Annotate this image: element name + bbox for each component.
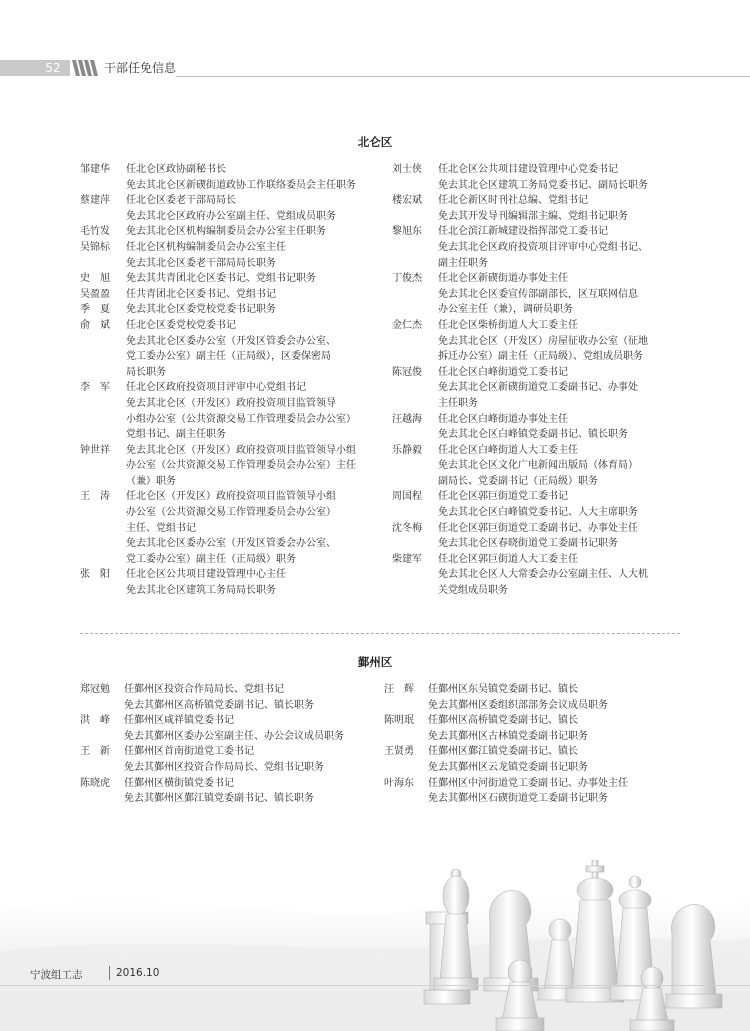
appointment-entry	[80, 287, 390, 303]
appointment-entry	[392, 552, 692, 599]
appointment-line: 免去其北仑区委党校党委书记职务	[126, 304, 276, 316]
appointment-line: 任北仑区新碶街道办事处主任	[438, 273, 568, 285]
header-section-title: 干部任免信息	[104, 61, 177, 75]
person-name: 陈明珉	[384, 715, 414, 727]
appointment-line: 免去其鄞州区古林镇党委副书记职务	[428, 730, 588, 742]
person-name: 毛竹发	[80, 226, 110, 238]
appointment-entry	[80, 744, 380, 775]
appointment-line: 免去其北仑区文化广电新闻出版局（体育局）	[438, 460, 638, 472]
person-name: 吴锦标	[80, 241, 110, 253]
appointment-line: 免去其北仑区新碶街道党工委副书记、办事处	[438, 382, 638, 394]
appointment-entry	[384, 682, 704, 713]
person-name: 张 阳	[80, 569, 110, 581]
appointment-line: 任鄞州区首南街道党工委书记	[124, 746, 254, 758]
person-name: 汪 辉	[384, 684, 414, 695]
section-divider	[80, 633, 680, 634]
appointment-line: 办公室（公共资源交易工作管理委员会办公室）主任	[126, 460, 356, 472]
appointment-line: 党组书记、副主任职务	[126, 429, 226, 441]
appointment-line: 任北仑区郭巨街道党工委书记	[438, 491, 568, 503]
appointment-entry	[80, 271, 390, 287]
appointment-line: 免去其北仑区新碶街道政协工作联络委员会主任职务	[126, 179, 356, 191]
appointment-line: 免去其北仑区白峰镇党委副书记、镇长职务	[438, 429, 628, 441]
appointment-line: 主任职务	[438, 397, 478, 409]
appointment-entry	[80, 302, 390, 318]
person-name: 叶海东	[384, 777, 414, 789]
appointment-entry	[80, 240, 390, 271]
appointment-entry	[384, 713, 704, 744]
appointment-line: 免去其北仑区委宣传部副部长，区互联网信息	[438, 288, 638, 300]
person-name: 乐静毅	[392, 444, 422, 456]
appointment-line: 任北仑区公共项目建设管理中心党委书记	[438, 164, 618, 175]
appointment-line: 任鄞州区中河街道党工委副书记、办事处主任	[428, 777, 628, 789]
appointment-line: 任鄞州区横街镇党委书记	[124, 777, 234, 789]
appointment-entry	[80, 776, 380, 807]
appointment-line: 免去其鄞州区委办公室副主任、办公会议成员职务	[124, 730, 344, 742]
person-name: 汪越海	[392, 413, 422, 425]
person-name: 楼宏斌	[392, 195, 422, 207]
appointment-entry	[392, 443, 692, 490]
appointment-line: 任北仑区政府投资项目评审中心党组书记	[126, 382, 306, 394]
appointment-line: 免去其北仑区委办公室（开发区管委会办公室、	[126, 538, 336, 550]
appointment-line: 任北仑区白峰街道人大工委主任	[438, 444, 578, 456]
beilun-right-column	[392, 162, 692, 599]
appointment-line: 办公室（公共资源交易工作管理委员会办公室）	[126, 507, 336, 519]
appointment-line: 免去其北仑区建筑工务局党委书记、副局长职务	[438, 179, 648, 191]
appointment-line: 小组办公室（公共资源交易工作管理委员会办公室）	[126, 413, 356, 425]
appointment-entry	[392, 489, 692, 520]
person-name: 邹建华	[80, 164, 110, 175]
appointment-line: 党工委办公室）副主任（正局级），区委保密局	[126, 351, 331, 363]
appointment-line: 免去其北仑区建筑工务局局长职务	[126, 585, 276, 597]
appointment-line: 任北仑区柴桥街道人大工委主任	[438, 319, 578, 331]
person-name: 蔡建萍	[80, 195, 110, 207]
appointment-line: 免去其鄞州区鄞江镇党委副书记、镇长职务	[124, 793, 314, 805]
appointment-line: （兼）职务	[126, 475, 176, 487]
appointment-line: 任北仑滨江新城建设指挥部党工委书记	[438, 226, 608, 238]
page-number: 52	[45, 61, 61, 75]
header-rule	[176, 76, 750, 77]
person-name: 柴建军	[392, 553, 422, 565]
appointment-entry	[80, 193, 390, 224]
appointment-line: 免去其鄞州区投资合作局局长、党组书记职务	[124, 761, 324, 773]
appointment-line: 副主任职务	[438, 257, 488, 269]
beilun-left-column	[80, 162, 390, 599]
appointment-line: 拆迁办公室）副主任（正局级）、党组成员职务	[438, 351, 643, 363]
appointment-line: 任鄞州区咸祥镇党委书记	[124, 715, 234, 727]
appointment-line: 任北仑区（开发区）政府投资项目监管领导小组	[126, 491, 336, 503]
appointment-line: 免去其北仑区政府办公室副主任、党组成员职务	[126, 210, 336, 222]
appointment-line: 免去其北仑区政府投资项目评审中心党组书记、	[438, 241, 648, 253]
appointment-line: 任北仑区政协副秘书长	[126, 164, 226, 175]
person-name: 史 旭	[80, 273, 110, 285]
appointment-entry	[392, 224, 692, 271]
appointment-entry	[80, 318, 390, 380]
appointment-line: 免去其北仑区机构编制委员会办公室主任职务	[126, 226, 326, 238]
appointment-line: 任北仑新区时刊社总编、党组书记	[438, 195, 588, 207]
appointment-line: 任鄞州区投资合作局局长、党组书记	[124, 684, 284, 695]
person-name: 俞 斌	[80, 319, 110, 331]
appointment-line: 关党组成员职务	[438, 585, 508, 597]
appointment-entry	[80, 380, 390, 442]
appointment-line: 任北仑区白峰街道党工委书记	[438, 366, 568, 378]
chess-pieces-icon	[420, 860, 740, 1031]
issue-date: 2016.10	[116, 967, 160, 979]
appointment-line: 任北仑区白峰街道办事处主任	[438, 413, 568, 425]
appointment-entry	[392, 412, 692, 443]
person-name: 刘士侠	[392, 164, 422, 175]
appointment-line: 免去其鄞州区云龙镇党委副书记职务	[428, 761, 588, 773]
appointment-line: 任北仑区委老干部局局长	[126, 195, 236, 207]
appointment-line: 副局长、党委副书记（正局级）职务	[438, 475, 598, 487]
person-name: 王 新	[80, 746, 110, 758]
appointment-line: 任共青团北仑区委书记、党组书记	[126, 288, 276, 300]
footer-rule	[0, 985, 750, 986]
person-name: 季 夏	[80, 304, 110, 316]
appointment-entry	[80, 162, 390, 193]
appointment-line: 免去其共青团北仑区委书记、党组书记职务	[126, 273, 316, 285]
appointment-line: 免去其北仑区（开发区）政府投资项目监管领导	[126, 397, 336, 409]
person-name: 吴盈盈	[80, 288, 110, 300]
appointment-line: 免去其开发导刊编辑部主编、党组书记职务	[438, 210, 628, 222]
appointment-entry	[392, 318, 692, 365]
appointment-line: 主任、党组书记	[126, 522, 196, 534]
appointment-line: 免去其北仑区委办公室（开发区管委会办公室、	[126, 335, 336, 347]
appointment-entry	[80, 682, 380, 713]
person-name: 王 涛	[80, 491, 110, 503]
person-name: 洪 峰	[80, 715, 110, 727]
appointment-line: 免去其鄞州区高桥镇党委副书记、镇长职务	[124, 699, 314, 711]
appointment-line: 免去其北仑区（开发区）政府投资项目监管领导小组	[126, 444, 356, 456]
appointment-entry	[80, 567, 390, 598]
person-name: 王贤勇	[384, 746, 414, 758]
appointment-line: 任北仑区公共项目建设管理中心主任	[126, 569, 286, 581]
header-stripes-decoration	[72, 60, 100, 76]
appointment-line: 局长职务	[126, 366, 166, 378]
footer-separator	[109, 966, 110, 980]
person-name: 沈冬梅	[392, 522, 422, 534]
appointment-line: 任鄞州区鄞江镇党委副书记、镇长	[428, 746, 578, 758]
appointment-line: 免去其北仑区委老干部局局长职务	[126, 257, 276, 269]
appointment-line: 免去其鄞州区石碶街道党工委副书记职务	[428, 793, 608, 805]
appointment-line: 免去其北仑区人大常委会办公室副主任、人大机	[438, 569, 648, 581]
appointment-entry	[384, 744, 704, 775]
appointment-line: 免去其鄞州区委组织部部务会议成员职务	[428, 699, 608, 711]
appointment-entry	[392, 365, 692, 412]
section-title-yinzhou: 鄞州区	[357, 655, 393, 669]
appointment-line: 免去其北仑区白峰镇党委书记、人大主席职务	[438, 507, 638, 519]
person-name: 丁俊杰	[392, 273, 422, 285]
appointment-entry	[80, 713, 380, 744]
person-name: 钟世祥	[80, 444, 110, 456]
section-title-beilun: 北仑区	[357, 135, 393, 149]
appointment-line: 免去其北仑区（开发区）房屋征收办公室（征地	[438, 335, 648, 347]
appointment-line: 任北仑区机构编制委员会办公室主任	[126, 241, 286, 253]
appointment-entry	[80, 224, 390, 240]
person-name: 黎旭东	[392, 226, 422, 238]
appointment-entry	[384, 776, 704, 807]
appointment-line: 任北仑区委党校党委书记	[126, 319, 236, 331]
appointment-line: 任北仑区郭巨街道党工委副书记、办事处主任	[438, 522, 638, 534]
appointment-line: 任北仑区郭巨街道人大工委主任	[438, 553, 578, 565]
appointment-entry	[80, 489, 390, 567]
magazine-name: 宁波组工志	[30, 969, 83, 981]
person-name: 金仁杰	[392, 319, 422, 331]
appointment-entry	[392, 521, 692, 552]
appointment-entry	[392, 271, 692, 318]
person-name: 李 军	[80, 382, 110, 394]
appointment-entry	[80, 443, 390, 490]
appointment-entry	[392, 193, 692, 224]
person-name: 陈晓虎	[80, 777, 110, 789]
appointment-line: 办公室主任（兼），调研员职务	[438, 304, 573, 316]
person-name: 陈冠俊	[392, 366, 422, 378]
appointment-line: 党工委办公室）副主任（正局级）职务	[126, 553, 296, 565]
appointment-line: 任鄞州区高桥镇党委副书记、镇长	[428, 715, 578, 727]
appointment-line: 任鄞州区东吴镇党委副书记、镇长	[428, 684, 578, 695]
person-name: 郑冠勉	[80, 684, 110, 695]
yinzhou-right-column	[384, 682, 704, 807]
yinzhou-left-column	[80, 682, 380, 807]
appointment-line: 免去其北仑区春晓街道党工委副书记职务	[438, 538, 618, 550]
person-name: 周国程	[392, 491, 422, 503]
appointment-entry	[392, 162, 692, 193]
